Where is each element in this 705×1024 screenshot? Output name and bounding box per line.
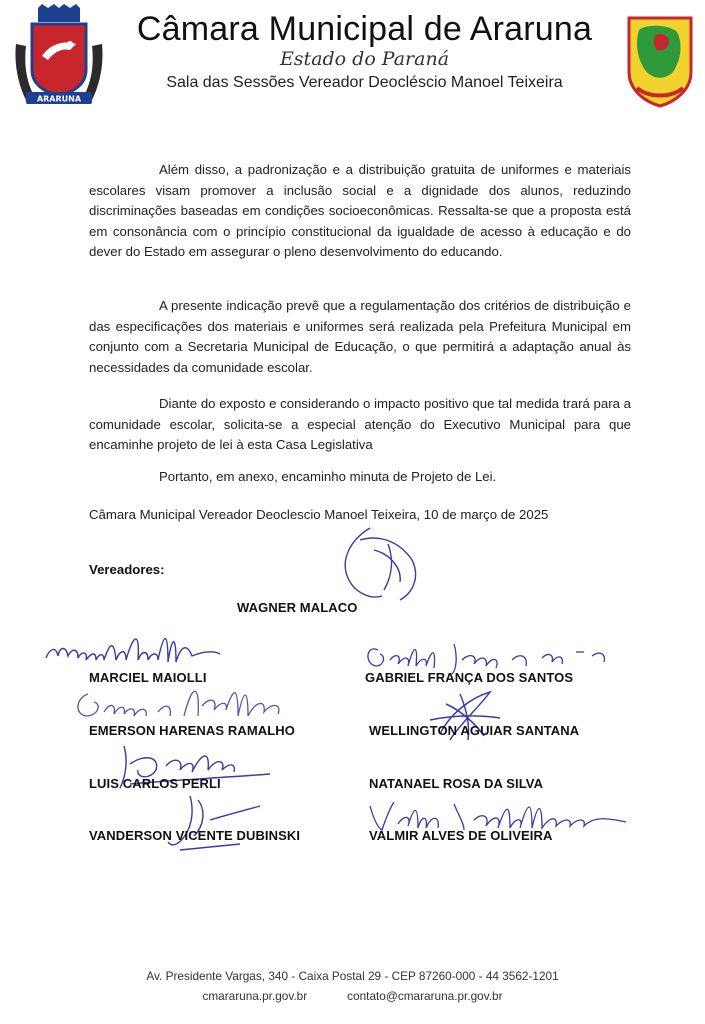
footer-website: cmararuna.pr.gov.br (202, 989, 308, 1003)
signer-right-4: VALMIR ALVES DE OLIVEIRA (369, 828, 553, 843)
paragraph-1-text: Além disso, a padronização e a distribuição gratuita de uniformes e materiais escolares visam promover a inclusão social e a dignidade dos alunos, reduzindo discriminações baseadas em condições socioeconômicas. Ressalta-se que a proposta está em consonância com o princípio constitucional da igualdade de acesso à educação e do dever do Estado em assegurar o pleno desenvolvimento do educando. (89, 162, 631, 259)
state-subtitle: Estado do Paraná (279, 48, 450, 70)
signer-right-2: WELLINGTON AGUIAR SANTANA (369, 723, 580, 738)
signature-marciel-maiolli (42, 612, 232, 672)
session-hall-name: Sala das Sessões Vereador Deocléscio Manoel Teixeira (166, 74, 563, 91)
signer-left-2: EMERSON HARENAS RAMALHO (89, 723, 295, 738)
signer-left-1: MARCIEL MAIOLLI (89, 670, 207, 685)
footer-address: Av. Presidente Vargas, 340 - Caixa Postal 29 - CEP 87260-000 - 44 3562-1201 (146, 969, 559, 983)
date-line: Câmara Municipal Vereador Deoclescio Manoel Teixeira, 10 de março de 2025 (89, 507, 549, 522)
signer-left-4: VANDERSON VICENTE DUBINSKI (89, 828, 301, 843)
paragraph-1 (89, 160, 631, 263)
signer-left-3: LUIS CARLOS PERLI (89, 776, 221, 791)
letterhead (0, 0, 705, 110)
municipal-coat-of-arms-icon (12, 4, 106, 108)
paragraph-3 (89, 394, 631, 456)
chamber-title: Câmara Municipal de Araruna (136, 10, 593, 48)
legislative-power-seal-icon (625, 8, 695, 108)
signer-right-1: GABRIEL FRANÇA DOS SANTOS (365, 670, 574, 685)
signature-wagner-malaco (330, 520, 440, 610)
signer-president: WAGNER MALACO (237, 600, 358, 615)
signature-vanderson-dubinski (150, 790, 270, 860)
paragraph-4-text: Portanto, em anexo, encaminho minuta de Projeto de Lei. (159, 469, 497, 484)
paragraph-2-text: A presente indicação prevê que a regulamentação dos critérios de distribuição e das especificações dos materiais e uniformes será realizada pela Prefeitura Municipal em conjunto com a Secretaria Municipal de Educação, o que permitirá a adaptação anual às necessidades da comunidade escolar. (89, 298, 631, 375)
footer-contacts (0, 989, 705, 1003)
signer-right-3: NATANAEL ROSA DA SILVA (369, 776, 544, 791)
paragraph-2 (89, 296, 631, 378)
crest-ribbon-text: ARARUNA (36, 94, 82, 104)
councilors-heading: Vereadores: (89, 562, 165, 577)
paragraph-3-text: Diante do exposto e considerando o impacto positivo que tal medida trará para a comunidade escolar, solicita-se a especial atenção do Executivo Municipal para que encaminhe projeto de lei à esta Casa Legislativa (89, 396, 631, 452)
footer-email: contato@cmararuna.pr.gov.br (347, 989, 503, 1003)
